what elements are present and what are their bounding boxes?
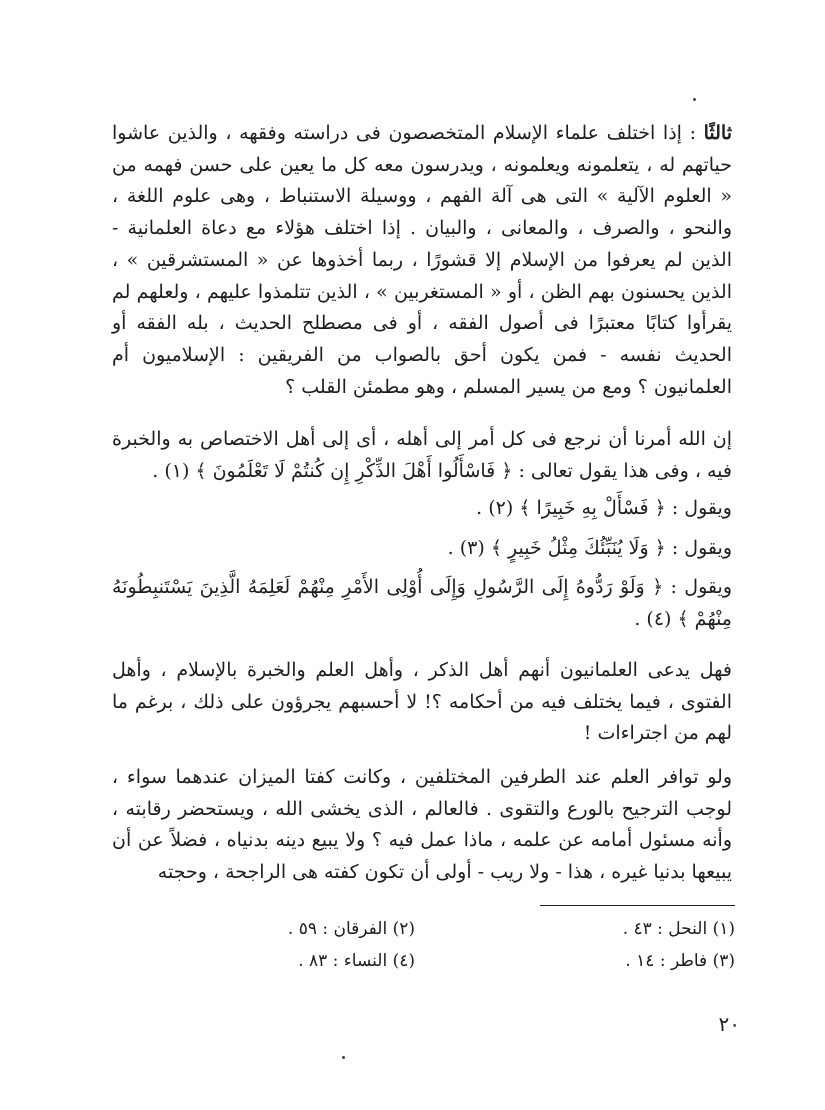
footnote-3: (٣) فاطر : ١٤ .	[625, 951, 735, 971]
paragraph-command	[112, 424, 732, 487]
paragraph-text: ويقول : ﴿ فَسْأَلْ بِهِ خَبِيرًا ﴾ (٢) .	[476, 497, 732, 519]
footnote-4: (٤) النساء : ٨٣ .	[298, 951, 415, 971]
footnote-2: (٢) الفرقان : ٥٩ .	[287, 919, 415, 939]
scan-speck	[693, 98, 696, 101]
paragraph-text: ويقول : ﴿ وَلَا يُنَبِّئُكَ مِثْلُ خَبِيرٍ ﴾ (٣) .	[447, 537, 732, 559]
footnote-1: (١) النحل : ٤٣ .	[622, 919, 735, 939]
quote-line-4	[112, 572, 732, 635]
paragraph-thalithan	[112, 118, 732, 403]
quote-line-2	[112, 493, 732, 525]
scan-speck	[342, 1056, 345, 1059]
footnote-divider	[540, 905, 735, 906]
paragraph-question	[112, 655, 732, 750]
paragraph-text: ولو توافر العلم عند الطرفين المختلفين ، وكانت كفتا الميزان عندهما سواء ، لوجب الترجيح بالورع والتقوى . فالعالم ، الذى يخشى الله ، ويستحضر رقابته ، وأنه مسئول أمامه عن علمه ، ماذا عمل فيه ؟ ولا يبيع دينه بدنياه ، فضلاً عن أن يبيعها بدنيا غيره ، هذا - ولا ريب - أولى أن تكون كفته هى الراجحة ، وحجته	[112, 766, 732, 884]
page-number: ٢٠	[718, 1012, 740, 1036]
paragraph-text: إن الله أمرنا أن نرجع فى كل أمر إلى أهله ، أى إلى أهل الاختصاص به والخبرة فيه ، وفى هذا يقول تعالى : ﴿ فَاسْأَلُوا أَهْلَ الذِّكْرِ إِن كُنتُمْ لَا تَعْلَمُونَ ﴾ (١) .	[112, 428, 732, 482]
paragraph-text: ويقول : ﴿ وَلَوْ رَدُّوهُ إِلَى الرَّسُولِ وَإِلَى أُوْلِى الأَمْرِ مِنْهُمْ لَعَلِمَهُ الَّذِينَ يَسْتَنبِطُونَهُ مِنْهُمْ ﴾ (٤) .	[112, 576, 732, 630]
paragraph-lead-word: ثالثًا	[703, 122, 732, 144]
paragraph-piety	[112, 762, 732, 889]
paragraph-text: فهل يدعى العلمانيون أنهم أهل الذكر ، وأهل العلم والخبرة بالإسلام ، وأهل الفتوى ، فيما يختلف فيه من أحكامه ؟! لا أحسبهم يجرؤون على ذلك ، برغم ما لهم من اجتراءات !	[112, 659, 732, 745]
paragraph-text: : إذا اختلف علماء الإسلام المتخصصون فى دراسته وفقهه ، والذين عاشوا حياتهم له ، يتعلمونه ويعلمونه ، ويدرسون معه كل ما يعين على حسن فهمه من « العلوم الآلية » التى هى آلة الفهم ، ووسيلة الاستنباط ، وهى علوم اللغة ، والنحو ، والصرف ، والمعانى ، والبيان . إذا اختلف هؤلاء مع دعاة العلمانية - الذين لم يعرفوا من الإسلام إلا قشورًا ، ربما أخذوها عن « المستشرقين » ، الذين يحسنون بهم الظن ، أو « المستغربين » ، الذين تتلمذوا عليهم ، ولعلهم لم يقرأوا كتابًا معتبرًا فى أصول الفقه ، أو فى مصطلح الحديث ، بله الفقه أو الحديث نفسه - فمن يكون أحق بالصواب من الفريقين : الإسلاميون أم العلمانيون ؟ ومع من يسير المسلم ، وهو مطمئن القلب ؟	[112, 122, 732, 398]
quote-line-3	[112, 533, 732, 565]
